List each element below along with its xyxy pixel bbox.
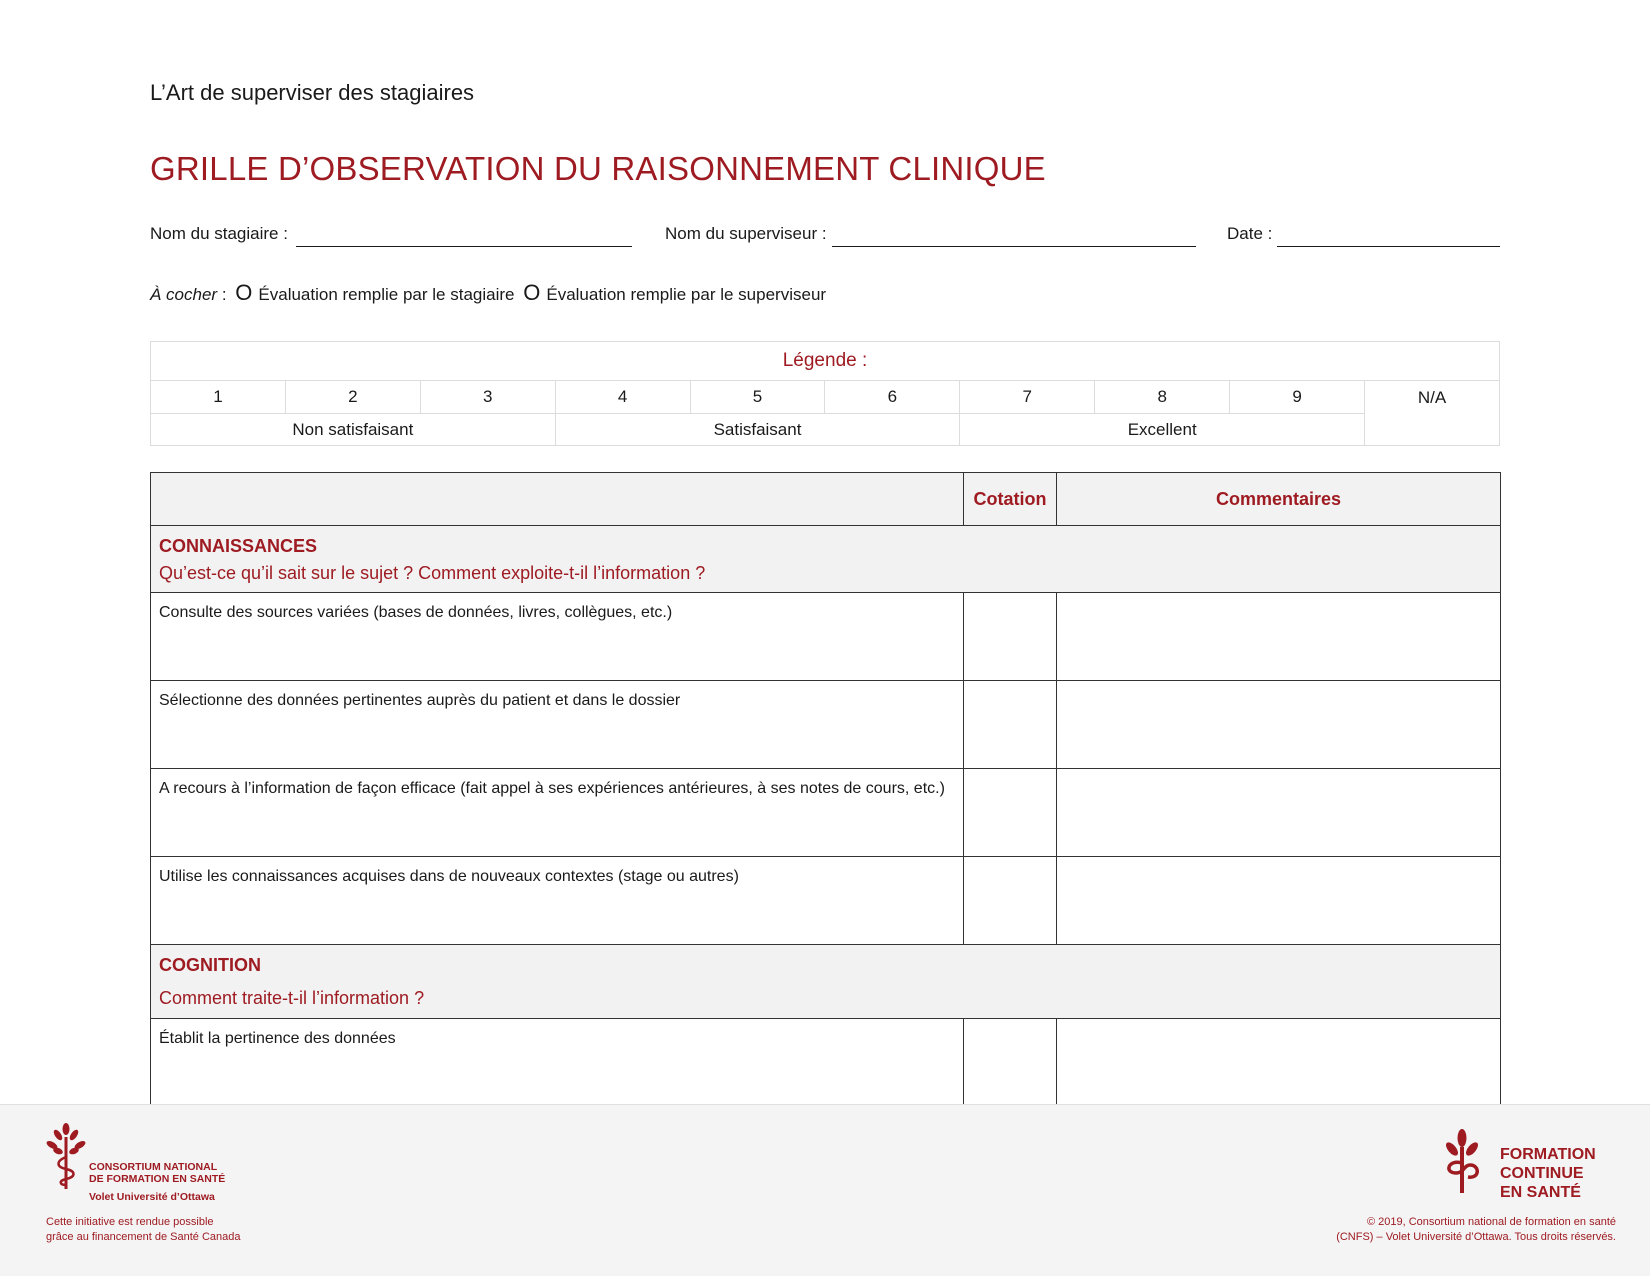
supervisor-blank-line[interactable] xyxy=(832,246,1196,247)
table-row xyxy=(151,769,1501,857)
legend-title: Légende : xyxy=(151,342,1500,381)
fcs-line1: FORMATION xyxy=(1500,1146,1596,1163)
check-separator: : xyxy=(217,285,227,304)
circle-checkbox-supervisor[interactable]: O xyxy=(523,280,541,305)
legend-scale-7: 7 xyxy=(960,381,1095,414)
section-question: Comment traite-t-il l’information ? xyxy=(159,988,425,1008)
grid-header-criteria xyxy=(151,473,964,526)
cotation-cell[interactable] xyxy=(964,1019,1057,1107)
legend-scale-3: 3 xyxy=(420,381,555,414)
grid-header-cotation: Cotation xyxy=(964,473,1057,526)
funding-note xyxy=(46,1215,240,1245)
grid-header-comments: Commentaires xyxy=(1057,473,1501,526)
funding-line2: grâce au financement de Santé Canada xyxy=(46,1231,241,1243)
cnfs-name-line2: DE FORMATION EN SANTÉ xyxy=(89,1173,226,1185)
document-title: GRILLE D’OBSERVATION DU RAISONNEMENT CLINIQUE xyxy=(150,150,1046,187)
formation-continue-name xyxy=(1500,1145,1596,1202)
legend-scale-1: 1 xyxy=(151,381,286,414)
legend-scale-4: 4 xyxy=(555,381,690,414)
legend-group-non-satisfaisant: Non satisfaisant xyxy=(151,414,556,446)
legend-na: N/A xyxy=(1365,381,1500,446)
grid-header-row xyxy=(151,473,1501,526)
fcs-line3: EN SANTÉ xyxy=(1500,1184,1581,1201)
cnfs-caduceus-logo-icon xyxy=(46,1123,86,1191)
funding-line1: Cette initiative est rendue possible xyxy=(46,1216,214,1228)
table-row xyxy=(151,593,1501,681)
section-title: COGNITION xyxy=(159,955,261,975)
legend-scale-8: 8 xyxy=(1095,381,1230,414)
table-row xyxy=(151,681,1501,769)
cotation-cell[interactable] xyxy=(964,681,1057,769)
circle-checkbox-trainee[interactable]: O xyxy=(235,280,253,305)
cnfs-name xyxy=(89,1161,225,1185)
comments-cell[interactable] xyxy=(1057,1019,1501,1107)
formation-continue-logo-icon xyxy=(1440,1129,1484,1195)
section-row-cognition xyxy=(151,945,1501,1019)
legend-group-satisfaisant: Satisfaisant xyxy=(555,414,960,446)
legend-scale-2: 2 xyxy=(285,381,420,414)
option-supervisor-label: Évaluation remplie par le superviseur xyxy=(546,285,827,304)
trainee-blank-line[interactable] xyxy=(296,246,632,247)
comments-cell[interactable] xyxy=(1057,593,1501,681)
date-label: Date : xyxy=(1227,224,1273,243)
evaluator-checkboxes xyxy=(150,280,826,306)
date-field[interactable] xyxy=(1227,224,1272,244)
cotation-cell[interactable] xyxy=(964,769,1057,857)
comments-cell[interactable] xyxy=(1057,681,1501,769)
criterion-text: Sélectionne des données pertinentes auprès du patient et dans le dossier xyxy=(151,681,964,769)
trainee-label: Nom du stagiaire : xyxy=(150,224,288,243)
criterion-text: Consulte des sources variées (bases de données, livres, collègues, etc.) xyxy=(151,593,964,681)
section-row-connaissances xyxy=(151,526,1501,593)
legend-scale-9: 9 xyxy=(1230,381,1365,414)
criterion-text: Établit la pertinence des données xyxy=(151,1019,964,1107)
identification-fields xyxy=(150,224,1500,254)
observation-grid xyxy=(150,472,1501,1107)
section-title: CONNAISSANCES xyxy=(159,536,318,556)
check-prefix: À cocher xyxy=(150,285,218,304)
trainee-field[interactable] xyxy=(150,224,288,244)
copyright-line2: (CNFS) – Volet Université d’Ottawa. Tous droits réservés. xyxy=(1336,1231,1616,1243)
cotation-cell[interactable] xyxy=(964,593,1057,681)
comments-cell[interactable] xyxy=(1057,857,1501,945)
fcs-line2: CONTINUE xyxy=(1500,1165,1584,1182)
cnfs-name-line1: CONSORTIUM NATIONAL xyxy=(89,1161,218,1173)
comments-cell[interactable] xyxy=(1057,769,1501,857)
cnfs-volet: Volet Université d’Ottawa xyxy=(89,1191,215,1203)
document-subtitle: L’Art de superviser des stagiaires xyxy=(150,80,475,105)
legend-table xyxy=(150,341,1500,446)
page-footer xyxy=(0,1104,1650,1276)
copyright-notice xyxy=(1336,1215,1616,1245)
section-question: Qu’est-ce qu’il sait sur le sujet ? Comment exploite-t-il l’information ? xyxy=(159,563,706,583)
supervisor-label: Nom du superviseur : xyxy=(665,224,827,243)
criterion-text: A recours à l’information de façon efficace (fait appel à ses expériences antérieures, à ses notes de cours, etc.) xyxy=(151,769,964,857)
legend-scale-6: 6 xyxy=(825,381,960,414)
legend-scale-5: 5 xyxy=(690,381,825,414)
legend-group-excellent: Excellent xyxy=(960,414,1365,446)
supervisor-field[interactable] xyxy=(665,224,827,244)
option-trainee-label: Évaluation remplie par le stagiaire xyxy=(258,285,515,304)
cotation-cell[interactable] xyxy=(964,857,1057,945)
table-row xyxy=(151,857,1501,945)
criterion-text: Utilise les connaissances acquises dans de nouveaux contextes (stage ou autres) xyxy=(151,857,964,945)
date-blank-line[interactable] xyxy=(1277,246,1500,247)
copyright-line1: © 2019, Consortium national de formation en santé xyxy=(1366,1216,1616,1228)
table-row xyxy=(151,1019,1501,1107)
